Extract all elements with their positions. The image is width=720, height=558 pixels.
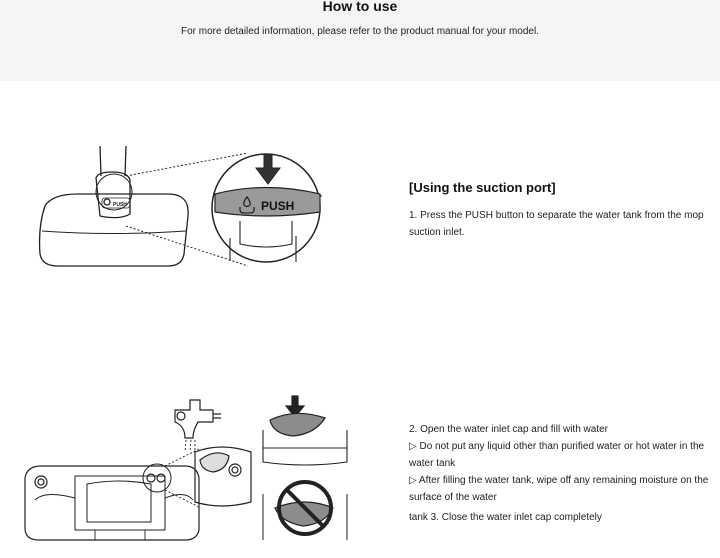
step-1-line-2: suction inlet. — [409, 227, 465, 238]
step-1-text — [409, 207, 709, 241]
down-arrow-icon — [256, 154, 280, 184]
push-label-large: PUSH — [261, 199, 295, 213]
page-title: How to use — [322, 0, 398, 14]
page-subtitle: For more detailed information, please refer to the product manual for your model. — [181, 26, 539, 37]
step-2-line-3: water tank — [409, 458, 456, 469]
fill-water-illustration — [15, 390, 355, 545]
faucet-icon — [175, 400, 221, 452]
header-banner — [0, 0, 720, 81]
step-2-line-1: 2. Open the water inlet cap and fill with water — [409, 424, 608, 435]
step-2-line-5: surface of the water — [409, 492, 497, 503]
step-2-line-2: ▷ Do not put any liquid other than purified water or hot water in the — [409, 441, 705, 452]
suction-port-illustration — [30, 136, 330, 276]
step-1-line-1: 1. Press the PUSH button to separate the water tank from the mop — [409, 210, 704, 221]
step-2-line-4: ▷ After filling the water tank, wipe off any remaining moisture on the — [409, 475, 709, 486]
push-label-small: PUSH — [113, 202, 127, 208]
suction-heading: [Using the suction port] — [409, 180, 556, 195]
step-2-text — [409, 421, 714, 506]
step-3-text: tank 3. Close the water inlet cap completely — [409, 512, 602, 523]
